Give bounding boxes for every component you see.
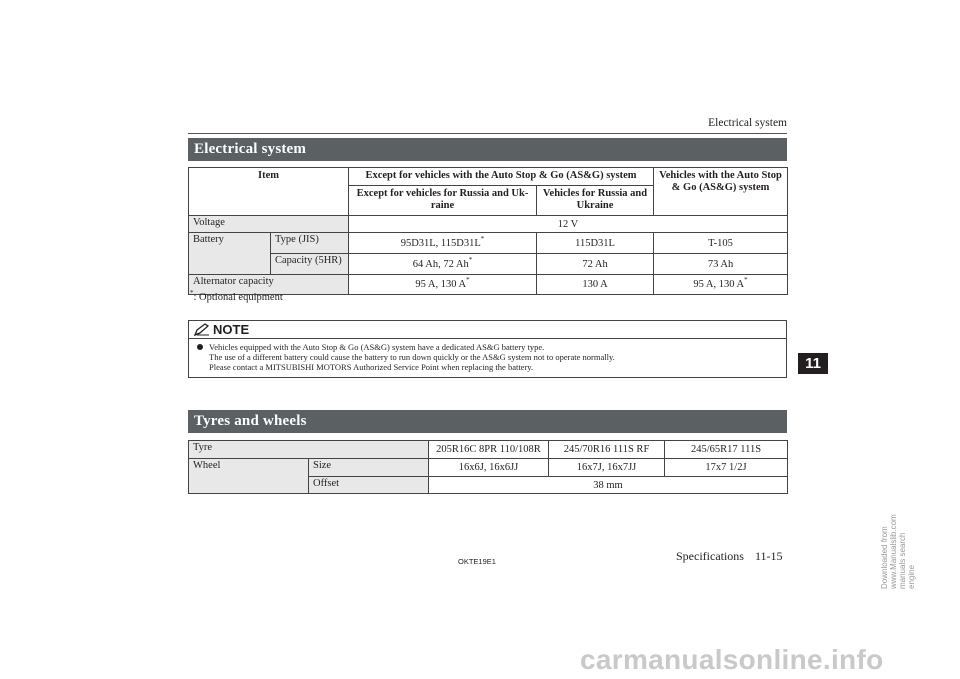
- alternator-except-russia: 95 A, 130 A*: [349, 275, 537, 295]
- alternator-label: Alternator capacity: [189, 275, 349, 295]
- wheel-size-2: 16x7J, 16x7JJ: [549, 459, 665, 477]
- battery-type-label: Type (JIS): [271, 233, 349, 254]
- wheel-label: Wheel: [189, 459, 309, 494]
- battery-type-asg: T-105: [654, 233, 788, 254]
- wheel-size-1: 16x6J, 16x6JJ: [429, 459, 549, 477]
- note-line-1: Vehicles equipped with the Auto Stop & Go (AS&G) system have a dedicated AS&G battery type.: [209, 342, 545, 352]
- header-except-asg: Except for vehicles with the Auto Stop & Go (AS&G) system: [349, 168, 654, 186]
- electrical-system-banner: Electrical system: [188, 138, 787, 161]
- note-title: NOTE: [213, 322, 250, 337]
- voltage-value: 12 V: [349, 216, 788, 233]
- optional-equipment-footnote: *: Optional equipment: [190, 289, 283, 303]
- pencil-note-icon: [194, 323, 210, 336]
- battery-capacity-russia: 72 Ah: [537, 254, 654, 275]
- alternator-russia: 130 A: [537, 275, 654, 295]
- tyre-value-2: 245/70R16 111S RF: [549, 441, 665, 459]
- watermark-small: Downloaded from www.Manualslib.com manuals search engine: [880, 514, 916, 589]
- running-head: Electrical system: [708, 117, 787, 129]
- wheel-size-label: Size: [309, 459, 429, 477]
- page-number: 11-15: [755, 549, 783, 563]
- tyre-value-3: 245/65R17 111S: [665, 441, 788, 459]
- bullet-icon: [197, 344, 203, 350]
- tyres-wheels-table: [188, 440, 788, 494]
- note-body: [209, 342, 779, 372]
- wheel-offset-value: 38 mm: [429, 477, 788, 494]
- voltage-label: Voltage: [189, 216, 349, 233]
- header-with-asg: Vehicles with the Auto Stop & Go (AS&G) system: [654, 168, 788, 216]
- tyres-wheels-banner: Tyres and wheels: [188, 410, 787, 433]
- battery-type-russia: 115D31L: [537, 233, 654, 254]
- tyre-value-1: 205R16C 8PR 110/108R: [429, 441, 549, 459]
- document-code: OKTE19E1: [458, 557, 496, 566]
- electrical-spec-table: [188, 167, 788, 295]
- wheel-offset-label: Offset: [309, 477, 429, 494]
- note-box: [188, 320, 787, 378]
- section-label: Specifications: [676, 549, 744, 563]
- battery-capacity-except-russia: 64 Ah, 72 Ah*: [349, 254, 537, 275]
- battery-capacity-asg: 73 Ah: [654, 254, 788, 275]
- battery-label: Battery: [189, 233, 271, 275]
- note-line-2: The use of a different battery could cause the battery to run down quickly or the AS&G system not to operate normally.: [209, 352, 615, 362]
- header-rule: [188, 133, 787, 134]
- header-item: Item: [189, 168, 349, 216]
- battery-capacity-label: Capacity (5HR): [271, 254, 349, 275]
- wheel-size-3: 17x7 1/2J: [665, 459, 788, 477]
- battery-type-except-russia: 95D31L, 115D31L*: [349, 233, 537, 254]
- chapter-tab: 11: [798, 353, 828, 374]
- header-except-russia: Except for vehicles for Russia and Uk-raine: [349, 186, 537, 216]
- tyre-label: Tyre: [189, 441, 429, 459]
- watermark: carmanualsonline.info: [580, 644, 884, 675]
- header-russia: Vehicles for Russia and Ukraine: [537, 186, 654, 216]
- note-header: [189, 321, 786, 339]
- alternator-asg: 95 A, 130 A*: [654, 275, 788, 295]
- note-line-3: Please contact a MITSUBISHI MOTORS Authorized Service Point when replacing the battery.: [209, 362, 534, 372]
